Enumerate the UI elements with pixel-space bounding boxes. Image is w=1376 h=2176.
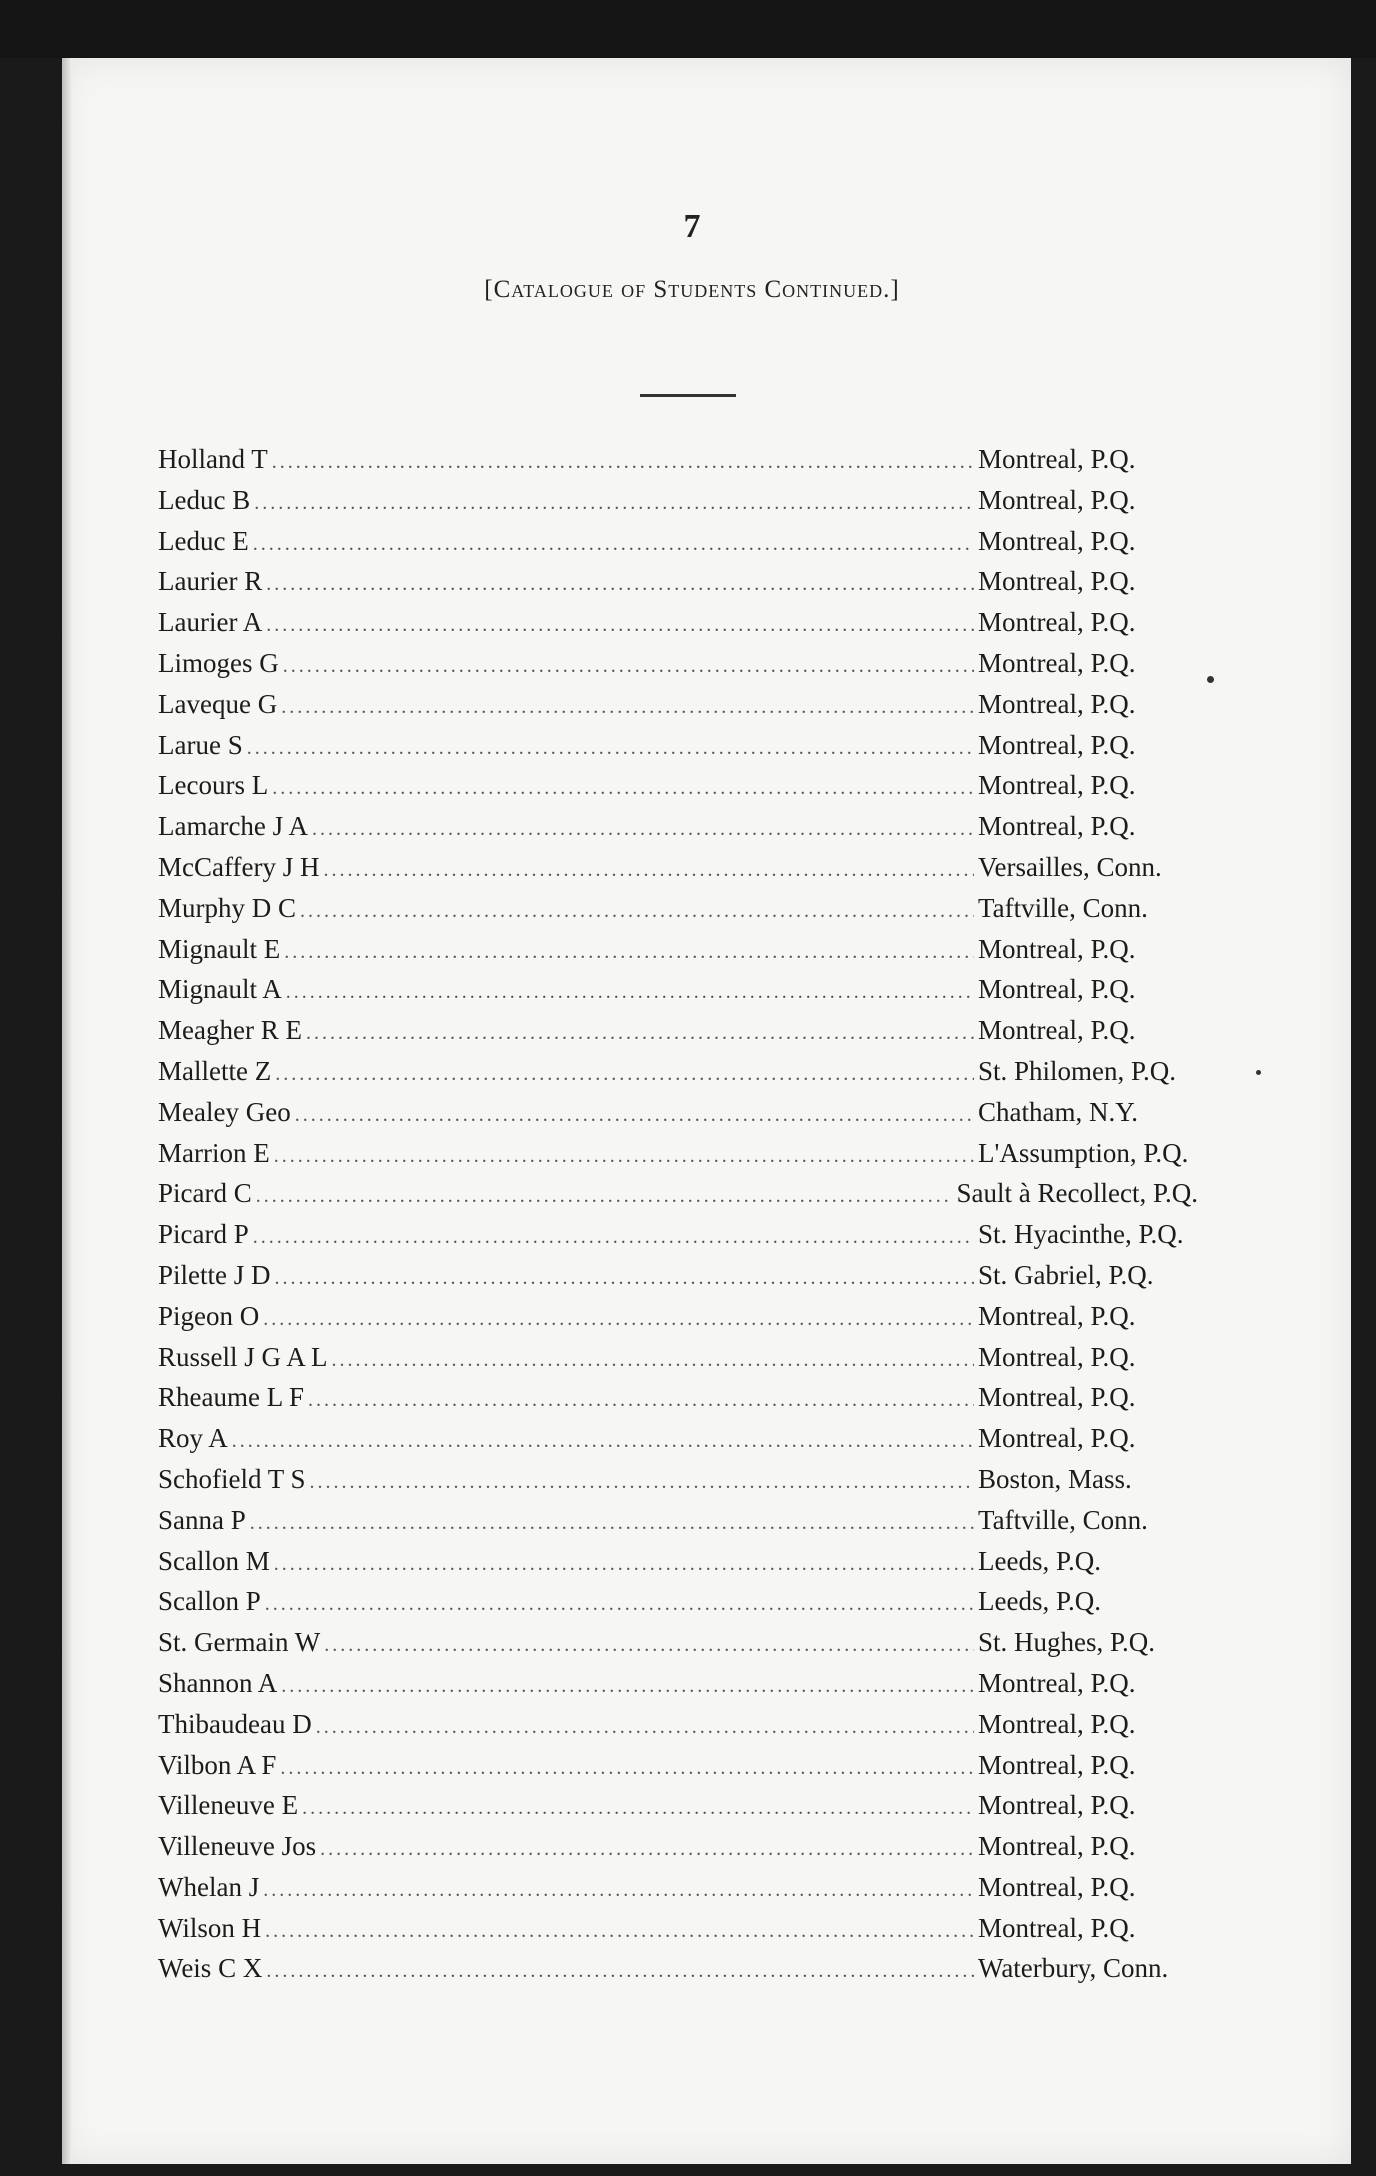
student-name: Pilette J D [158, 1259, 271, 1290]
student-name: Marrion E [158, 1137, 270, 1168]
student-residence: Montreal, P.Q. [978, 811, 1136, 842]
dot-leader [263, 1879, 974, 1902]
student-name: Laurier R [158, 566, 263, 597]
dot-leader [272, 451, 974, 474]
dot-leader [310, 1471, 974, 1494]
catalogue-entry [158, 1097, 1198, 1138]
catalogue-entry [158, 1709, 1198, 1750]
dot-leader [275, 1063, 974, 1086]
student-residence: Chatham, N.Y. [978, 1096, 1138, 1127]
dot-leader [256, 1185, 953, 1208]
catalogue-entry [158, 1382, 1198, 1423]
catalogue-entry [158, 934, 1198, 975]
dot-leader [324, 1634, 974, 1657]
student-residence: Sault à Recollect, P.Q. [956, 1178, 1198, 1209]
student-name: Thibaudeau D [158, 1708, 312, 1739]
student-residence: Versailles, Conn. [978, 851, 1162, 882]
student-name: St. Germain W [158, 1627, 321, 1658]
catalogue-entry [158, 444, 1198, 485]
student-residence: Leeds, P.Q. [978, 1545, 1101, 1576]
catalogue-entry [158, 607, 1198, 648]
dot-leader [266, 1960, 974, 1983]
student-name: Scallon M [158, 1545, 270, 1576]
dot-leader [316, 1716, 974, 1739]
catalogue-entry [158, 1056, 1198, 1097]
catalogue-entry [158, 648, 1198, 689]
student-residence: Montreal, P.Q. [978, 566, 1136, 597]
catalogue-entry [158, 1872, 1198, 1913]
catalogue-entry [158, 689, 1198, 730]
student-residence: Montreal, P.Q. [978, 1015, 1136, 1046]
catalogue-entry [158, 1260, 1198, 1301]
catalogue-entry [158, 1464, 1198, 1505]
student-residence: St. Gabriel, P.Q. [978, 1259, 1154, 1290]
student-name: Villeneuve Jos [158, 1831, 317, 1862]
student-name: Whelan J [158, 1871, 260, 1902]
catalogue-entry [158, 1505, 1198, 1546]
dot-leader [332, 1349, 974, 1372]
ink-speck [1207, 676, 1214, 683]
student-name: Laurier A [158, 607, 263, 638]
student-residence: St. Hyacinthe, P.Q. [978, 1219, 1184, 1250]
student-name: Leduc E [158, 525, 249, 556]
student-name: Mignault A [158, 974, 282, 1005]
dot-leader [302, 1797, 974, 1820]
student-residence: Boston, Mass. [978, 1463, 1132, 1494]
dot-leader [323, 859, 974, 882]
student-name: Mealey Geo [158, 1096, 291, 1127]
dot-leader [281, 1675, 974, 1698]
student-residence: Montreal, P.Q. [978, 444, 1136, 474]
student-name: Russell J G A L [158, 1341, 328, 1372]
catalogue-entry [158, 1546, 1198, 1587]
dot-leader [274, 1145, 974, 1168]
dot-leader [247, 737, 974, 760]
student-name: Pigeon O [158, 1300, 260, 1331]
dot-leader [254, 492, 974, 515]
student-residence: Montreal, P.Q. [978, 1790, 1136, 1821]
student-name: Mignault E [158, 933, 281, 964]
student-residence: Leeds, P.Q. [978, 1586, 1101, 1617]
dot-leader [274, 1553, 974, 1576]
student-residence: Montreal, P.Q. [978, 647, 1136, 678]
dot-leader [320, 1838, 974, 1861]
student-residence: Montreal, P.Q. [978, 688, 1136, 719]
student-catalogue [158, 444, 1198, 1994]
catalogue-entry [158, 1178, 1198, 1219]
student-name: Mallette Z [158, 1055, 272, 1086]
dot-leader [280, 1757, 974, 1780]
student-residence: Waterbury, Conn. [978, 1953, 1169, 1984]
dot-leader [265, 1593, 974, 1616]
student-name: Villeneuve E [158, 1790, 299, 1821]
catalogue-entry [158, 770, 1198, 811]
dot-leader [300, 900, 974, 923]
student-name: Roy A [158, 1423, 228, 1454]
student-name: Lecours L [158, 770, 269, 801]
dot-leader [286, 981, 974, 1004]
student-residence: Montreal, P.Q. [978, 1708, 1136, 1739]
student-residence: Montreal, P.Q. [978, 1300, 1136, 1331]
dot-leader [272, 777, 974, 800]
page-heading: [Catalogue of Students Continued.] [484, 276, 900, 303]
scan-border [0, 0, 1376, 58]
document-page [62, 58, 1351, 2164]
student-name: Schofield T S [158, 1463, 306, 1494]
dot-leader [312, 818, 974, 841]
catalogue-entry [158, 1342, 1198, 1383]
catalogue-entry [158, 485, 1198, 526]
student-name: Holland T [158, 444, 268, 474]
catalogue-entry [158, 1831, 1198, 1872]
student-residence: Montreal, P.Q. [978, 525, 1136, 556]
dot-leader [265, 1920, 974, 1943]
catalogue-entry [158, 1790, 1198, 1831]
dot-leader [275, 1267, 975, 1290]
student-residence: Montreal, P.Q. [978, 974, 1136, 1005]
catalogue-entry [158, 852, 1198, 893]
dot-leader [295, 1104, 974, 1127]
student-residence: St. Philomen, P.Q. [978, 1055, 1177, 1086]
catalogue-entry [158, 893, 1198, 934]
catalogue-entry [158, 566, 1198, 607]
student-name: Laveque G [158, 688, 278, 719]
catalogue-entry [158, 974, 1198, 1015]
student-name: Rheaume L F [158, 1382, 304, 1413]
student-residence: Taftville, Conn. [978, 892, 1148, 923]
student-residence: Montreal, P.Q. [978, 729, 1136, 760]
student-residence: Montreal, P.Q. [978, 1667, 1136, 1698]
catalogue-entry [158, 1423, 1198, 1464]
dot-leader [250, 1512, 974, 1535]
student-name: Meagher R E [158, 1015, 302, 1046]
heading-divider [640, 394, 736, 397]
dot-leader [284, 941, 974, 964]
catalogue-entry [158, 526, 1198, 567]
ink-speck [1256, 1070, 1261, 1075]
catalogue-entry [158, 1668, 1198, 1709]
student-name: Shannon A [158, 1667, 278, 1698]
student-name: Limoges G [158, 647, 279, 678]
student-residence: L'Assumption, P.Q. [978, 1137, 1189, 1168]
student-name: Larue S [158, 729, 243, 760]
dot-leader [306, 1022, 974, 1045]
page-edge-shadow [62, 58, 72, 2164]
student-residence: Montreal, P.Q. [978, 1912, 1136, 1943]
dot-leader [263, 1308, 974, 1331]
catalogue-entry [158, 1015, 1198, 1056]
catalogue-entry [158, 1219, 1198, 1260]
student-residence: Montreal, P.Q. [978, 607, 1136, 638]
dot-leader [253, 1226, 974, 1249]
student-name: Wilson H [158, 1912, 262, 1943]
student-name: Vilbon A F [158, 1749, 277, 1780]
student-residence: Montreal, P.Q. [978, 1749, 1136, 1780]
dot-leader [253, 533, 974, 556]
dot-leader [266, 573, 974, 596]
student-residence: Montreal, P.Q. [978, 1831, 1136, 1862]
dot-leader [308, 1389, 974, 1412]
student-residence: Taftville, Conn. [978, 1504, 1148, 1535]
student-residence: Montreal, P.Q. [978, 1871, 1136, 1902]
page-number: 7 [683, 208, 701, 245]
student-name: Leduc B [158, 484, 251, 515]
catalogue-entry [158, 1586, 1198, 1627]
student-name: Sanna P [158, 1504, 246, 1535]
dot-leader [232, 1430, 974, 1453]
dot-leader [281, 696, 974, 719]
catalogue-entry [158, 811, 1198, 852]
dot-leader [283, 655, 974, 678]
catalogue-entry [158, 1750, 1198, 1791]
catalogue-entry [158, 1301, 1198, 1342]
dot-leader [266, 614, 974, 637]
student-name: Murphy D C [158, 892, 297, 923]
student-name: Weis C X [158, 1953, 263, 1984]
student-name: McCaffery J H [158, 851, 320, 882]
student-residence: Montreal, P.Q. [978, 1341, 1136, 1372]
student-residence: Montreal, P.Q. [978, 1423, 1136, 1454]
catalogue-entry [158, 1913, 1198, 1954]
catalogue-entry [158, 730, 1198, 771]
catalogue-entry [158, 1138, 1198, 1179]
student-residence: Montreal, P.Q. [978, 484, 1136, 515]
student-name: Picard C [158, 1178, 252, 1209]
student-residence: St. Hughes, P.Q. [978, 1627, 1156, 1658]
student-name: Lamarche J A [158, 811, 308, 842]
student-name: Picard P [158, 1219, 249, 1250]
student-name: Scallon P [158, 1586, 261, 1617]
catalogue-entry [158, 1627, 1198, 1668]
student-residence: Montreal, P.Q. [978, 770, 1136, 801]
catalogue-entry [158, 1953, 1198, 1994]
student-residence: Montreal, P.Q. [978, 933, 1136, 964]
student-residence: Montreal, P.Q. [978, 1382, 1136, 1413]
